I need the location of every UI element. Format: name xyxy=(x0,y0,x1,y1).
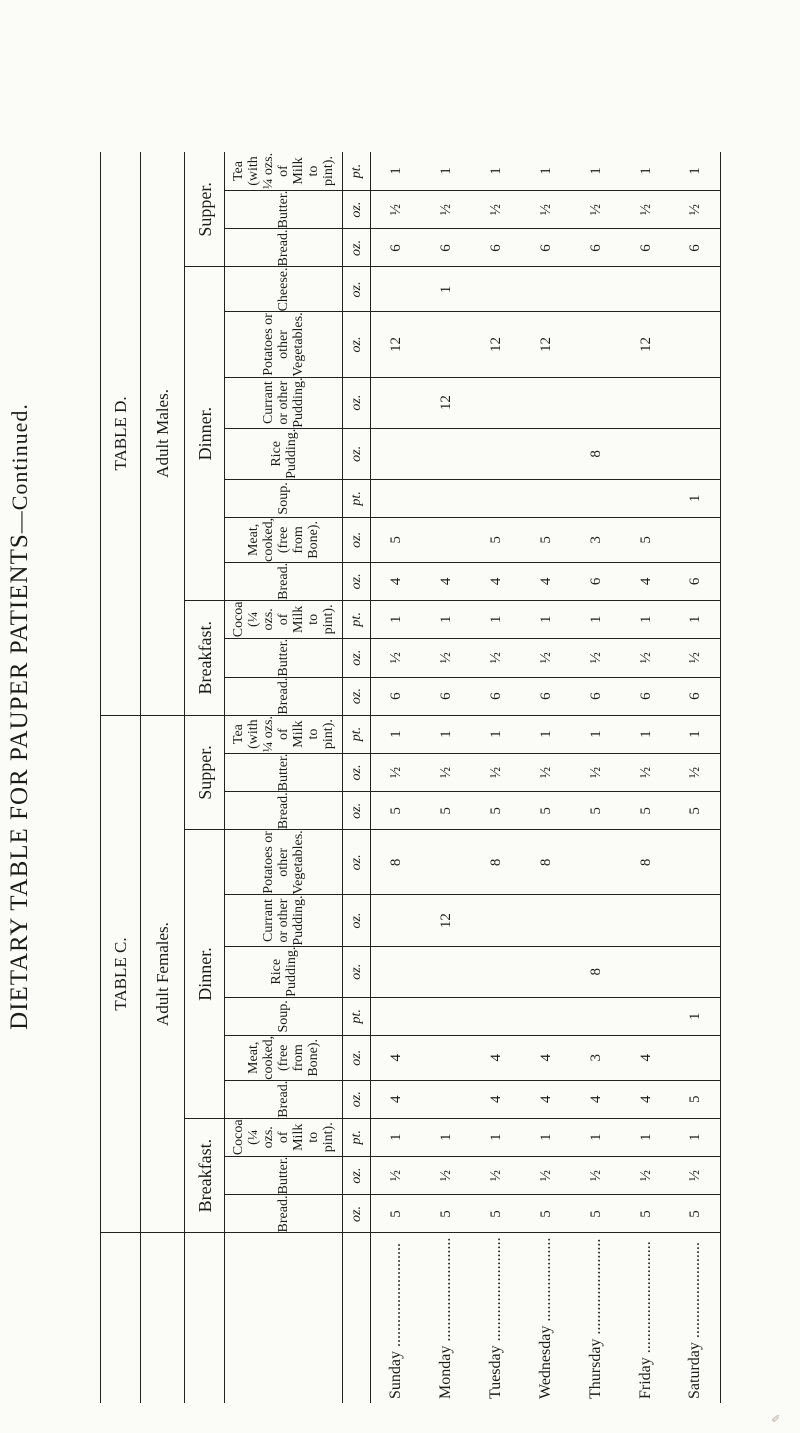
table-cell: 1 xyxy=(571,1118,621,1156)
d-dinner-rice-header: Rice Pudding. xyxy=(225,428,343,479)
table-cell: 12 xyxy=(621,312,671,377)
table-cell: 12 xyxy=(421,377,471,428)
table-cell xyxy=(671,517,721,562)
table-cell: 5 xyxy=(471,517,521,562)
table-cell: 1 xyxy=(671,479,721,517)
c-supper-butter-header: Butter. xyxy=(225,753,343,792)
table-cell xyxy=(671,312,721,377)
c-dinner-section: Dinner. xyxy=(185,830,225,1118)
table-cell: 4 xyxy=(471,1035,521,1080)
table-cell: 4 xyxy=(371,1080,421,1118)
table-cell: 12 xyxy=(371,312,421,377)
table-name-row xyxy=(101,152,141,1403)
unit-label: oz. xyxy=(343,377,371,428)
unit-label: oz. xyxy=(343,190,371,229)
table-cell: 4 xyxy=(621,1080,671,1118)
table-cell xyxy=(621,895,671,946)
table-cell: 8 xyxy=(521,830,571,895)
table-cell: 4 xyxy=(471,562,521,600)
unit-label: oz. xyxy=(343,792,371,830)
table-cell: 12 xyxy=(421,895,471,946)
table-cell: ½ xyxy=(421,638,471,677)
table-cell: 1 xyxy=(521,600,571,638)
unit-label: oz. xyxy=(343,1035,371,1080)
unit-label: oz. xyxy=(343,1156,371,1195)
unit-label: oz. xyxy=(343,753,371,792)
table-cell xyxy=(471,428,521,479)
d-supper-bread-header: Bread. xyxy=(225,229,343,267)
table-cell: 4 xyxy=(521,1080,571,1118)
unit-label: oz. xyxy=(343,1080,371,1118)
table-cell xyxy=(621,946,671,997)
table-cell xyxy=(371,428,421,479)
table-cell: 4 xyxy=(621,562,671,600)
d-dinner-bread-header: Bread. xyxy=(225,562,343,600)
table-row xyxy=(671,152,721,1403)
table-cell xyxy=(421,830,471,895)
table-cell xyxy=(421,946,471,997)
table-row xyxy=(371,152,421,1403)
table-cell xyxy=(371,997,421,1035)
table-cell: ½ xyxy=(571,1156,621,1195)
table-cell: ½ xyxy=(521,753,571,792)
table-cell: 6 xyxy=(621,229,671,267)
unit-label: oz. xyxy=(343,946,371,997)
table-cell: ½ xyxy=(621,638,671,677)
table-cell xyxy=(571,267,621,312)
c-dinner-meat-header: Meat, cooked, (free from Bone). xyxy=(225,1035,343,1080)
table-cell: ½ xyxy=(571,638,621,677)
table-cell: ½ xyxy=(671,1156,721,1195)
d-supper-tea-header: Tea (with ¼ ozs. of Milk to pint). xyxy=(225,152,343,190)
table-cell xyxy=(371,895,421,946)
table-cell: 6 xyxy=(621,677,671,715)
table-cell: ½ xyxy=(521,190,571,229)
table-cell: 5 xyxy=(671,1195,721,1233)
table-cell: ½ xyxy=(671,638,721,677)
corner-cell xyxy=(141,1233,185,1403)
table-cell xyxy=(471,267,521,312)
table-cell: 6 xyxy=(471,229,521,267)
table-row xyxy=(621,152,671,1403)
table-cell: 1 xyxy=(421,1118,471,1156)
c-breakfast-bread-header: Bread. xyxy=(225,1195,343,1233)
table-cell xyxy=(421,1080,471,1118)
table-cell: ½ xyxy=(471,753,521,792)
table-cell xyxy=(471,895,521,946)
table-cell: 5 xyxy=(521,1195,571,1233)
table-cell: 1 xyxy=(371,715,421,753)
table-cell: 6 xyxy=(571,562,621,600)
corner-cell xyxy=(101,1233,141,1403)
c-breakfast-butter-header: Butter. xyxy=(225,1156,343,1195)
table-cell: ½ xyxy=(471,638,521,677)
table-cell: 1 xyxy=(371,600,421,638)
table-cell: 1 xyxy=(421,600,471,638)
table-cell xyxy=(671,428,721,479)
table-cell: 6 xyxy=(421,229,471,267)
unit-label: oz. xyxy=(343,312,371,377)
day-label: Saturday ........................ xyxy=(671,1233,721,1403)
table-cell: 6 xyxy=(371,677,421,715)
table-cell: ½ xyxy=(371,753,421,792)
table-cell: 5 xyxy=(371,517,421,562)
table-cell xyxy=(671,267,721,312)
table-cell: ½ xyxy=(621,190,671,229)
table-cell: 1 xyxy=(371,1118,421,1156)
table-cell: ½ xyxy=(371,1156,421,1195)
table-cell: 6 xyxy=(521,677,571,715)
table-cell: ½ xyxy=(571,190,621,229)
corner-cell xyxy=(225,1233,343,1403)
table-cell: 5 xyxy=(571,1195,621,1233)
table-cell: 1 xyxy=(671,997,721,1035)
table-cell xyxy=(571,479,621,517)
table-cell: 1 xyxy=(671,1118,721,1156)
table-cell xyxy=(621,428,671,479)
table-cell: 5 xyxy=(571,792,621,830)
table-cell: 1 xyxy=(421,152,471,190)
dietary-table xyxy=(100,152,721,1403)
table-cell: 8 xyxy=(371,830,421,895)
table-cell: 6 xyxy=(421,677,471,715)
day-label: Monday .......................... xyxy=(436,1237,454,1399)
c-dinner-rice-header: Rice Pudding. xyxy=(225,946,343,997)
table-cell xyxy=(671,1035,721,1080)
table-cell xyxy=(571,312,621,377)
unit-label: oz. xyxy=(343,428,371,479)
c-breakfast-cocoa-header: Cocoa (¼ ozs. of Milk to pint). xyxy=(225,1118,343,1156)
table-cell: ½ xyxy=(671,753,721,792)
unit-label: oz. xyxy=(343,229,371,267)
table-cell: 8 xyxy=(571,428,621,479)
d-dinner-section: Dinner. xyxy=(185,267,225,600)
d-breakfast-cocoa-header: Cocoa (¼ ozs. of Milk to pint). xyxy=(225,600,343,638)
table-cell xyxy=(621,267,671,312)
table-cell xyxy=(421,479,471,517)
table-cell: 5 xyxy=(421,792,471,830)
day-label: Wednesday ..................... xyxy=(536,1237,554,1399)
table-cell: 6 xyxy=(671,229,721,267)
d-dinner-currant-header: Currant or other Pudding. xyxy=(225,377,343,428)
table-cell xyxy=(471,946,521,997)
unit-label: pt. xyxy=(343,1118,371,1156)
table-row xyxy=(521,152,571,1403)
c-breakfast-section: Breakfast. xyxy=(185,1118,225,1233)
table-cell: 5 xyxy=(371,792,421,830)
d-supper-butter-header: Butter. xyxy=(225,190,343,229)
table-cell xyxy=(371,267,421,312)
table-cell: 3 xyxy=(571,517,621,562)
table-cell: 1 xyxy=(471,152,521,190)
table-d-group: Adult Males. xyxy=(141,152,185,715)
table-cell: 4 xyxy=(421,562,471,600)
table-cell: 8 xyxy=(621,830,671,895)
table-cell: ½ xyxy=(371,190,421,229)
table-row xyxy=(571,152,621,1403)
table-cell: 6 xyxy=(371,229,421,267)
table-cell: 6 xyxy=(571,229,621,267)
day-label: Tuesday .......................... xyxy=(486,1237,504,1399)
table-cell xyxy=(671,377,721,428)
corner-cell xyxy=(185,1233,225,1403)
group-row xyxy=(141,152,185,1403)
unit-label: oz. xyxy=(343,1195,371,1233)
unit-label: oz. xyxy=(343,267,371,312)
table-cell: 8 xyxy=(471,830,521,895)
d-dinner-cheese-header: Cheese. xyxy=(225,267,343,312)
table-cell xyxy=(521,946,571,997)
table-cell xyxy=(571,830,621,895)
table-cell: 5 xyxy=(621,517,671,562)
title-suffix: —Continued. xyxy=(7,403,32,534)
table-cell: 5 xyxy=(621,1195,671,1233)
table-cell xyxy=(521,895,571,946)
table-cell: ½ xyxy=(471,1156,521,1195)
table-cell: 5 xyxy=(471,1195,521,1233)
table-cell: 5 xyxy=(671,792,721,830)
table-cell: 1 xyxy=(671,152,721,190)
table-cell: ½ xyxy=(421,1156,471,1195)
d-breakfast-bread-header: Bread. xyxy=(225,677,343,715)
table-cell: ½ xyxy=(421,190,471,229)
table-cell: 5 xyxy=(371,1195,421,1233)
table-cell: 1 xyxy=(621,600,671,638)
table-cell: 5 xyxy=(521,792,571,830)
table-cell: 1 xyxy=(521,1118,571,1156)
table-cell: ½ xyxy=(521,1156,571,1195)
c-supper-section: Supper. xyxy=(185,715,225,830)
table-cell: 6 xyxy=(521,229,571,267)
unit-label: pt. xyxy=(343,152,371,190)
table-c-title: TABLE C. xyxy=(101,715,141,1233)
table-cell: 6 xyxy=(571,677,621,715)
section-row xyxy=(185,152,225,1403)
table-cell xyxy=(521,428,571,479)
table-cell: 5 xyxy=(671,1080,721,1118)
day-label: Friday ............................ xyxy=(636,1241,654,1399)
table-cell xyxy=(521,997,571,1035)
table-cell: ½ xyxy=(671,190,721,229)
unit-label: oz. xyxy=(343,517,371,562)
table-cell: 3 xyxy=(571,1035,621,1080)
table-cell: 4 xyxy=(521,562,571,600)
d-dinner-meat-header: Meat, cooked, (free from Bone). xyxy=(225,517,343,562)
table-cell: 1 xyxy=(421,715,471,753)
table-c-group: Adult Females. xyxy=(141,715,185,1233)
table-cell: 12 xyxy=(471,312,521,377)
table-cell xyxy=(621,479,671,517)
table-cell: 1 xyxy=(421,267,471,312)
table-cell: 1 xyxy=(571,715,621,753)
table-cell: 1 xyxy=(521,152,571,190)
table-cell xyxy=(521,479,571,517)
d-breakfast-section: Breakfast. xyxy=(185,600,225,715)
table-cell: 4 xyxy=(471,1080,521,1118)
c-dinner-bread-header: Bread. xyxy=(225,1080,343,1118)
table-cell: 5 xyxy=(621,792,671,830)
unit-label: pt. xyxy=(343,600,371,638)
title-text: DIETARY TABLE FOR PAUPER PATIENTS xyxy=(6,533,33,1030)
table-cell: 4 xyxy=(571,1080,621,1118)
table-cell: 6 xyxy=(471,677,521,715)
table-cell xyxy=(421,312,471,377)
unit-label: pt. xyxy=(343,715,371,753)
table-cell: 1 xyxy=(471,1118,521,1156)
table-cell xyxy=(371,377,421,428)
table-cell: 5 xyxy=(521,517,571,562)
table-cell: ½ xyxy=(571,753,621,792)
table-cell: 1 xyxy=(621,152,671,190)
table-cell: 1 xyxy=(571,600,621,638)
table-cell: 1 xyxy=(471,600,521,638)
d-breakfast-butter-header: Butter. xyxy=(225,638,343,677)
table-cell: 1 xyxy=(571,152,621,190)
table-cell xyxy=(421,1035,471,1080)
table-cell: 6 xyxy=(671,562,721,600)
table-cell: 4 xyxy=(371,562,421,600)
d-dinner-soup-header: Soup. xyxy=(225,479,343,517)
corner-cell xyxy=(343,1233,371,1403)
table-cell xyxy=(671,830,721,895)
column-header-row xyxy=(225,152,343,1403)
table-cell xyxy=(571,997,621,1035)
unit-label: oz. xyxy=(343,677,371,715)
c-dinner-currant-header: Currant or other Pudding. xyxy=(225,895,343,946)
table-cell xyxy=(471,479,521,517)
table-cell: ½ xyxy=(371,638,421,677)
table-row xyxy=(421,152,471,1403)
table-cell xyxy=(521,377,571,428)
c-dinner-potatoes-header: Potatoes or other Vegetables. xyxy=(225,830,343,895)
table-cell: 4 xyxy=(521,1035,571,1080)
table-row xyxy=(471,152,521,1403)
table-cell: 1 xyxy=(671,715,721,753)
table-cell xyxy=(421,517,471,562)
c-supper-bread-header: Bread. xyxy=(225,792,343,830)
table-cell: ½ xyxy=(621,1156,671,1195)
c-supper-tea-header: Tea (with ¼ ozs. of Milk to pint). xyxy=(225,715,343,753)
table-cell: 4 xyxy=(621,1035,671,1080)
table-cell: ½ xyxy=(621,753,671,792)
table-cell: 1 xyxy=(621,1118,671,1156)
unit-label: oz. xyxy=(343,562,371,600)
table-cell xyxy=(371,479,421,517)
table-cell: 1 xyxy=(471,715,521,753)
c-dinner-soup-header: Soup. xyxy=(225,997,343,1035)
table-cell xyxy=(671,946,721,997)
unit-label: pt. xyxy=(343,479,371,517)
table-cell xyxy=(621,377,671,428)
table-cell xyxy=(471,377,521,428)
unit-label: oz. xyxy=(343,895,371,946)
table-cell: 5 xyxy=(421,1195,471,1233)
table-cell: 12 xyxy=(521,312,571,377)
table-cell: 1 xyxy=(371,152,421,190)
d-supper-section: Supper. xyxy=(185,152,225,267)
table-cell xyxy=(571,895,621,946)
d-dinner-potatoes-header: Potatoes or other Vegetables. xyxy=(225,312,343,377)
table-cell: 1 xyxy=(621,715,671,753)
page-title xyxy=(0,0,40,1433)
table-cell: ½ xyxy=(421,753,471,792)
table-d-title: TABLE D. xyxy=(101,152,141,715)
table-cell xyxy=(371,946,421,997)
unit-label: oz. xyxy=(343,830,371,895)
table-cell: 4 xyxy=(371,1035,421,1080)
table-cell xyxy=(621,997,671,1035)
table-cell xyxy=(571,377,621,428)
table-cell: ½ xyxy=(471,190,521,229)
ink-mark-decoration: ✎ xyxy=(771,1413,783,1423)
table-cell xyxy=(521,267,571,312)
table-cell: 6 xyxy=(671,677,721,715)
table-cell: 8 xyxy=(571,946,621,997)
unit-label: pt. xyxy=(343,997,371,1035)
table-cell: 1 xyxy=(671,600,721,638)
day-label: Sunday .......................... xyxy=(386,1243,404,1399)
table-cell xyxy=(421,997,471,1035)
day-label: Thursday ........................ xyxy=(586,1238,604,1399)
table-cell xyxy=(471,997,521,1035)
unit-label: oz. xyxy=(343,638,371,677)
table-cell: ½ xyxy=(521,638,571,677)
table-cell xyxy=(421,428,471,479)
table-cell xyxy=(671,895,721,946)
units-row xyxy=(343,152,371,1403)
table-cell: 1 xyxy=(521,715,571,753)
table-cell: 5 xyxy=(471,792,521,830)
